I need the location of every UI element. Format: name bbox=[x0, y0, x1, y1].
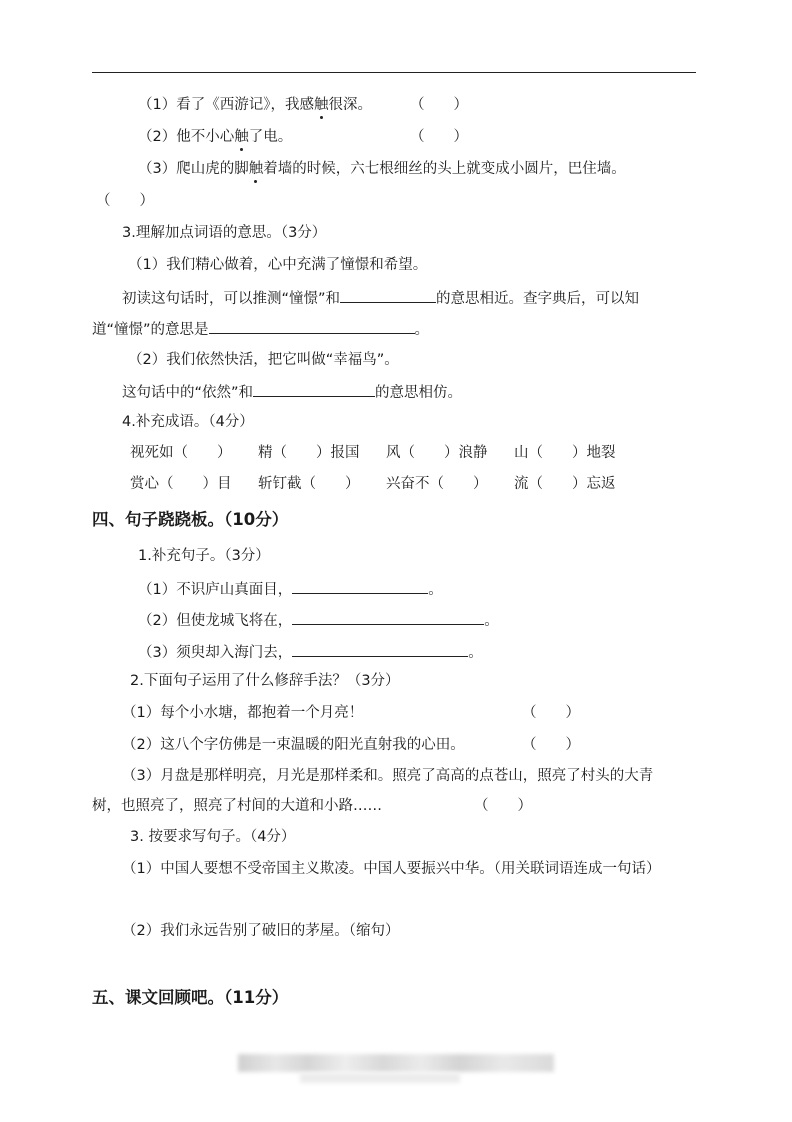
answer-paren[interactable]: （ ） bbox=[522, 737, 580, 753]
blurred-footer-2 bbox=[300, 1073, 460, 1083]
blurred-footer bbox=[238, 1054, 554, 1072]
q3-line-a: 初读这句话时，可以推测“憧憬”和 的意思相近。查字典后，可以知 bbox=[122, 287, 639, 309]
q4-title: 4.补充成语。（4分） bbox=[122, 414, 254, 430]
blank-field[interactable] bbox=[340, 287, 436, 303]
sec4-task-3: 3. 按要求写句子。（4分） bbox=[130, 829, 296, 845]
q2-item-3: （3）爬山虎的脚触着墙的时候，六七根细丝的头上就变成小圆片，巴住墙。 bbox=[138, 161, 626, 177]
section-5-heading: 五、课文回顾吧。（11分） bbox=[92, 988, 289, 1007]
blank-field[interactable] bbox=[253, 381, 375, 397]
answer-paren[interactable]: （ ） bbox=[474, 798, 532, 814]
idiom[interactable]: 视死如（ ） bbox=[130, 445, 232, 461]
rhetoric-2: （2）这八个字仿佛是一束温暖的阳光直射我的心田。 bbox=[122, 737, 465, 753]
sec4-task-2: 2.下面句子运用了什么修辞手法？（3分） bbox=[130, 673, 400, 689]
write-2: （2）我们永远告别了破旧的茅屋。（缩句） bbox=[122, 923, 400, 939]
q3-line-c: 这句话中的“依然”和 的意思相仿。 bbox=[122, 381, 462, 403]
idiom[interactable]: 兴奋不（ ） bbox=[386, 476, 488, 492]
idiom[interactable]: 流（ ）忘返 bbox=[514, 476, 616, 492]
q3-line-b: 道“憧憬”的意思是 。 bbox=[92, 318, 429, 340]
sec4-line-3: （3）须臾却入海门去， 。 bbox=[138, 641, 483, 663]
idiom[interactable]: 风（ ）浪静 bbox=[386, 445, 488, 461]
idiom[interactable]: 精（ ）报国 bbox=[258, 445, 360, 461]
blank-field[interactable] bbox=[292, 641, 468, 657]
rhetoric-1: （1）每个小水塘，都抱着一个月亮！ bbox=[122, 705, 364, 721]
sec4-line-1: （1）不识庐山真面目， 。 bbox=[138, 578, 443, 600]
answer-paren[interactable]: （ ） bbox=[522, 705, 580, 721]
idiom[interactable]: 斩钉截（ ） bbox=[258, 476, 360, 492]
section-4-heading: 四、句子跷跷板。（10分） bbox=[92, 510, 289, 529]
blank-field[interactable] bbox=[209, 318, 415, 334]
rhetoric-3b: 树，也照亮了，照亮了村间的大道和小路…… bbox=[92, 798, 382, 814]
idiom[interactable]: 赏心（ ）目 bbox=[130, 476, 232, 492]
q2-item-1: （1）看了《西游记》，我感触很深。 bbox=[138, 97, 372, 113]
q2-item-2: （2）他不小心触了电。 bbox=[138, 129, 293, 145]
sec4-task-1: 1.补充句子。（3分） bbox=[138, 548, 270, 564]
answer-paren[interactable]: （ ） bbox=[410, 129, 468, 145]
answer-paren[interactable]: （ ） bbox=[410, 97, 468, 113]
q3-title: 3.理解加点词语的意思。（3分） bbox=[122, 225, 327, 241]
q3-sentence-1: （1）我们精心做着，心中充满了憧憬和希望。 bbox=[128, 257, 428, 273]
answer-paren[interactable]: （ ） bbox=[96, 193, 154, 209]
idiom[interactable]: 山（ ）地裂 bbox=[514, 445, 616, 461]
q3-sentence-2: （2）我们依然快活，把它叫做“幸福鸟”。 bbox=[128, 352, 399, 368]
header-rule bbox=[92, 72, 696, 73]
blank-field[interactable] bbox=[292, 609, 484, 625]
write-1: （1）中国人要想不受帝国主义欺凌。中国人要振兴中华。（用关联词语连成一句话） bbox=[122, 861, 661, 877]
blank-field[interactable] bbox=[292, 578, 428, 594]
sec4-line-2: （2）但使龙城飞将在， 。 bbox=[138, 609, 499, 631]
rhetoric-3a: （3）月盘是那样明亮，月光是那样柔和。照亮了高高的点苍山，照亮了村头的大青 bbox=[122, 768, 654, 784]
